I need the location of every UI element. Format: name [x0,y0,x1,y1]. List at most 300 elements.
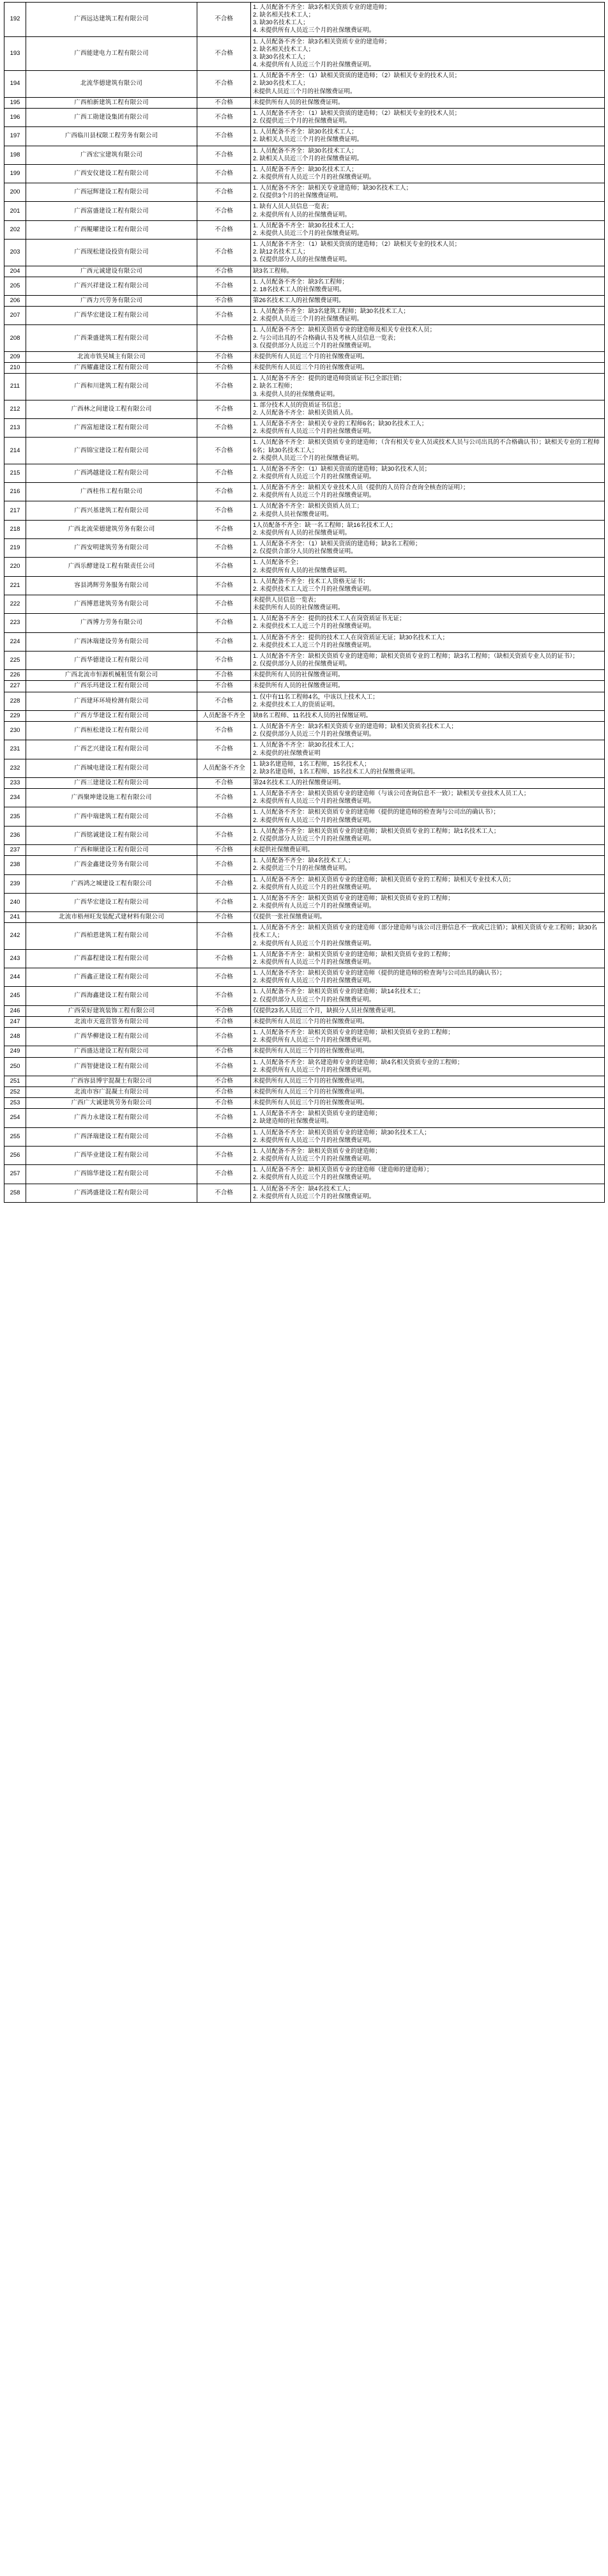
row-index: 218 [4,520,26,538]
reason-line: 1. 人员配备不齐全：缺30名技术工人； [253,742,358,749]
row-index: 241 [4,912,26,923]
reason-line: 2. 未提供人员近三个月的社保缴费证明。 [253,229,363,237]
reason-line: 1. 人员配备不齐全：缺相关资质专业的建造师；缺相关资质专业的工程师；缺1名技术工人； [253,827,500,835]
row-index: 224 [4,632,26,651]
failure-reason [251,692,605,710]
company-name: 广西林之间建设工程有限公司 [26,400,197,418]
review-result: 不合格 [197,266,251,277]
company-name: 广西锦华建设工程有限公司 [26,1165,197,1184]
reason-line: 未提供人员信息一览表； [253,597,320,604]
reason-line: 1. 人员配备不齐全：缺相关资质专业的建造师；缺相关资质专业的工程师； [253,894,454,902]
reason-line: 2. 仅提供部分人员近三个月的社保缴费证明。 [253,835,376,842]
reason-line: 1. 人员配备不齐全：缺相关资质人员工； [253,503,363,510]
table-row [4,1086,605,1097]
failure-reason [251,539,605,558]
row-index: 221 [4,576,26,595]
row-index: 209 [4,351,26,362]
reason-line: 2. 仅提供部分人员近三个月的社保缴费证明。 [253,731,376,738]
company-name: 广西北流市恒源机械租赁有限公司 [26,670,197,681]
review-result: 不合格 [197,789,251,807]
failure-reason [251,296,605,307]
review-result: 不合格 [197,307,251,325]
table-row [4,710,605,721]
company-name: 广西元诚建设有限公司 [26,266,197,277]
reason-line: 1. 人员配备不齐全：缺相关资质专业的建造师；缺相关资质专业的工程师； [253,950,454,958]
review-result: 不合格 [197,220,251,239]
table-row [4,501,605,520]
reason-line: 1. 人员配备不齐全：提供的技术工人在岗资质证书无证； [253,615,406,623]
reason-line: 2. 未提供近三个月的社保缴费证明。 [253,865,351,873]
review-result: 不合格 [197,1127,251,1146]
review-result: 不合格 [197,1086,251,1097]
review-result: 不合格 [197,845,251,856]
failure-reason [251,789,605,807]
failure-reason [251,1146,605,1164]
failure-reason [251,595,605,614]
company-name: 广西广大诚建筑劳务有限公司 [26,1098,197,1109]
reason-line: 2. 未提供所有人员近三个月的社保缴费证明。 [253,1155,376,1163]
reason-line: 1. 人员配备不齐全：缺相关资质专业的建造师；缺相关资质专业的工程师；缺相关专业技术人员； [253,876,515,883]
reason-line: 1. 人员配备不齐全：缺相关资质专业的建造师及相关专业技术人员； [253,326,436,334]
company-name: 广西艺兴建设工程有限公司 [26,740,197,759]
company-name: 广西乐玛建设工程有限公司 [26,681,197,692]
row-index: 243 [4,949,26,968]
table-row [4,438,605,464]
review-result: 不合格 [197,740,251,759]
table-row [4,164,605,183]
table-row [4,1098,605,1109]
row-index: 256 [4,1146,26,1164]
failure-reason [251,1046,605,1057]
review-result: 不合格 [197,777,251,788]
review-result: 不合格 [197,923,251,949]
failure-reason [251,220,605,239]
reason-line: 2. 未提供所有人员近三个月的社保缴费证明。 [253,173,376,181]
failure-reason [251,710,605,721]
row-index: 212 [4,400,26,418]
company-name: 广西沐瑞建设劳务有限公司 [26,632,197,651]
review-result: 不合格 [197,576,251,595]
reason-line: 1. 人员配备不齐全：技术工人资格无证书； [253,577,369,585]
table-row [4,351,605,362]
reason-line: 未提供所有人员近三个月的社保缴费证明。 [253,1088,369,1095]
failure-reason [251,651,605,669]
review-result: 不合格 [197,692,251,710]
reason-line: 未提供所有人员近三个月的社保缴费证明。 [253,1017,369,1025]
reason-line: 1. 人员配备不齐全：缺相关资质专业的建造师（建造师的建造师）； [253,1166,433,1174]
row-index: 249 [4,1046,26,1057]
reason-line: 1. 人员配备不齐全：缺相关资质专业的建造师（部分建造师与该公司注册信息不一致或已注销）；缺相关资质专业工程师；缺30名技术工人； [253,924,597,940]
reason-line: 2. 未提供所有人员近三个月的社保缴费证明。 [253,940,376,947]
row-index: 255 [4,1127,26,1146]
failure-reason [251,740,605,759]
company-name: 广西容县博宇混凝土有限公司 [26,1076,197,1086]
reason-line: 2. 未提供所有人员近三个月的社保缴费证明。 [253,1193,376,1200]
table-row [4,856,605,874]
row-index: 217 [4,501,26,520]
table-row [4,614,605,632]
failure-reason [251,71,605,97]
review-result: 不合格 [197,363,251,374]
reason-line: 2. 缺30名技术工人； [253,80,309,88]
row-index: 220 [4,558,26,576]
reason-line: 2. 未提供所有人员近三个月的社保缴费证明。 [253,816,376,824]
table-row [4,71,605,97]
reason-line: 2. 未提供所有人员的社保缴费证明。 [253,529,351,537]
reason-line: 2. 仅提供部分人员的社保缴费证明。 [253,660,351,668]
table-row [4,893,605,911]
reason-line: 2. 仅提供3个月的社保缴费证明。 [253,192,342,200]
review-result: 不合格 [197,374,251,400]
reason-line: 2. 缺名相关技术工人； [253,45,315,53]
failure-reason [251,874,605,893]
reason-line: 1. 人员配备不齐全：（1）缺相关资质的建造师；（2）缺相关专业的技术人员； [253,109,461,117]
failure-reason [251,266,605,277]
failure-reason [251,351,605,362]
row-index: 222 [4,595,26,614]
reason-line: 未提供所有人员近三个月的社保缴费证明。 [253,1048,369,1055]
reason-line: 4. 未提供所有人员近三个月的社保缴费证明。 [253,27,376,34]
table-row [4,97,605,108]
company-name: 广西兴基建筑工程有限公司 [26,501,197,520]
table-row [4,1016,605,1027]
review-result: 不合格 [197,108,251,126]
company-name: 广西华柳建设工程有限公司 [26,1028,197,1046]
review-result: 不合格 [197,893,251,911]
review-result: 不合格 [197,36,251,71]
failure-reason [251,400,605,418]
row-index: 228 [4,692,26,710]
company-name: 广西锦宝建设工程有限公司 [26,438,197,464]
table-row [4,520,605,538]
company-name: 广西远达建筑工程有限公司 [26,3,197,37]
review-result: 不合格 [197,127,251,146]
failure-reason [251,1005,605,1016]
reason-line: 2. 未提供所有人员近三个月的社保缴费证明。 [253,977,376,985]
failure-reason [251,183,605,202]
reason-line: 1. 人员配备不齐全：缺相关资质专业的建造师（提供的建造师的检查询与公司出具的确认书）； [253,970,506,977]
failure-reason [251,97,605,108]
company-name: 广西华宏建设工程有限公司 [26,307,197,325]
failure-reason [251,1016,605,1027]
company-name: 广西鑫正建设工程有限公司 [26,968,197,987]
company-name: 广西现松建设投资有限公司 [26,240,197,266]
row-index: 208 [4,325,26,351]
row-index: 204 [4,266,26,277]
review-result: 不合格 [197,325,251,351]
failure-reason [251,483,605,501]
reason-line: 2. 未提供人员社保缴费证明。 [253,510,333,518]
row-index: 240 [4,893,26,911]
row-index: 236 [4,826,26,844]
row-index: 226 [4,670,26,681]
table-row [4,1184,605,1202]
company-name: 广西城电建设工程有限公司 [26,759,197,777]
company-name: 广西富盛建设工程有限公司 [26,202,197,220]
row-index: 207 [4,307,26,325]
row-index: 252 [4,1086,26,1097]
table-row [4,374,605,400]
company-name: 广西安明建筑劳务有限公司 [26,539,197,558]
company-name: 广西盛达建设工程有限公司 [26,1046,197,1057]
table-row [4,1146,605,1164]
company-name: 广西鸿之城建设工程有限公司 [26,874,197,893]
reason-line: 1. 人员配备不齐全：缺3名建筑工程师；缺30名技术工人； [253,308,409,316]
failure-reason [251,1109,605,1127]
row-index: 233 [4,777,26,788]
company-name: 广西聚坤建设施工程有限公司 [26,789,197,807]
reason-line: 1. 人员配备不齐全：缺3名相关资质专业的建造师； [253,4,391,11]
review-result: 不合格 [197,464,251,482]
table-row [4,202,605,220]
failure-reason [251,923,605,949]
reason-line: 2. 未提供所有人员近三个月的社保缴费证明。 [253,473,376,480]
reason-line: 1. 人员配备不齐全：缺30名技术工人； [253,222,358,229]
reason-line: 2. 未提供所有人员的社保缴费证明。 [253,211,351,218]
failure-reason [251,464,605,482]
failure-reason [251,893,605,911]
company-name: 广西和顺建设工程有限公司 [26,845,197,856]
reason-line: 未提供所有人员近三个月的社保缴费证明。 [253,353,369,360]
table-row [4,363,605,374]
reason-line: 2. 缺名工程师； [253,383,296,390]
failure-reason [251,1184,605,1202]
row-index: 195 [4,97,26,108]
row-index: 231 [4,740,26,759]
row-index: 242 [4,923,26,949]
reason-line: 1. 人员配备不齐全：缺相关专业技术人员（提供的人员符合查询全核查的证明）； [253,484,469,492]
reason-line: 第26名技术工人的社保缴费证明。 [253,297,345,304]
row-index: 196 [4,108,26,126]
row-index: 206 [4,296,26,307]
review-result: 不合格 [197,670,251,681]
reason-line: 1. 人员配备不齐全：缺相关专业建造师；缺30名技术工人； [253,185,413,192]
company-name: 广西乐酵建设工程有限责任公司 [26,558,197,576]
reason-line: 2. 人员配备不齐全：缺相关资质人员。 [253,409,357,416]
row-index: 202 [4,220,26,239]
table-row [4,651,605,669]
table-row [4,483,605,501]
company-name: 广西桓松建设工程有限公司 [26,722,197,740]
reason-line: 1. 人员配备不全； [253,559,303,567]
review-result: 不合格 [197,1165,251,1184]
failure-reason [251,856,605,874]
company-name: 广西安仪建设工程有限公司 [26,164,197,183]
reason-line: 未提供人员近三个月的社保缴费证明。 [253,88,356,95]
failure-reason [251,438,605,464]
reason-line: 1. 人员配备不齐全：缺相关资质专业的建造师；缺30名技术工人； [253,1129,430,1136]
company-name: 广西力兴劳务有限公司 [26,296,197,307]
review-result: 不合格 [197,351,251,362]
reason-line: 1人员配备不齐全：缺一名工程师；缺16名技术工人； [253,521,397,529]
failure-reason [251,374,605,400]
row-index: 193 [4,36,26,71]
table-row [4,220,605,239]
row-index: 211 [4,374,26,400]
table-row [4,3,605,37]
reason-line: 3. 未提供人员的社保缴费证明。 [253,390,339,398]
reason-line: 1. 人员配备不齐全：提供的建造师资质证书已全部注销； [253,375,406,383]
failure-reason [251,558,605,576]
company-name: 广西冠辉建设工程有限公司 [26,183,197,202]
reason-line: 2. 缺12名技术工人； [253,248,309,256]
row-index: 235 [4,807,26,826]
table-row [4,146,605,164]
table-row [4,987,605,1005]
failure-reason [251,807,605,826]
review-result: 不合格 [197,296,251,307]
company-name: 广西能建电力工程有限公司 [26,36,197,71]
failure-reason [251,777,605,788]
failure-reason [251,1165,605,1184]
company-name: 广西海鑫建设工程有限公司 [26,987,197,1005]
table-row [4,1057,605,1076]
failure-reason [251,146,605,164]
failure-reason [251,576,605,595]
reason-line: 3. 缺30名技术工人； [253,53,309,61]
table-row [4,968,605,987]
failure-reason [251,363,605,374]
reason-line: 未提供所有人员的社保缴费证明。 [253,682,344,690]
failure-reason [251,164,605,183]
row-index: 237 [4,845,26,856]
reason-line: 1. 人员配备不齐全：缺3名相关资质专业的建造师；缺相关资质名技术工人； [253,723,457,731]
company-name: 容县鸿辉劳务服务有限公司 [26,576,197,595]
row-index: 244 [4,968,26,987]
review-result: 不合格 [197,632,251,651]
table-row [4,36,605,71]
row-index: 229 [4,710,26,721]
company-name: 北流市天霆营管务有限公司 [26,1016,197,1027]
reason-line: 1. 仅中有11名工程师4名，中该以上技术人工； [253,693,379,701]
reason-line: 1. 人员配备不齐全：缺相关专业的工程师6名；缺30名技术工人； [253,420,428,428]
company-name: 广西鲲曜建设工程有限公司 [26,220,197,239]
review-result: 不合格 [197,1005,251,1016]
failure-reason [251,614,605,632]
reason-line: 1. 人员配备不齐全：缺相关资质专业的建造师； [253,1110,381,1118]
company-name: 广西荣好建筑装饰工程有限公司 [26,1005,197,1016]
table-row [4,912,605,923]
reason-line: 未提供所有人员的社保缴费证明。 [253,671,344,679]
company-name: 北流华德建筑有限公司 [26,71,197,97]
row-index: 194 [4,71,26,97]
reason-line: 2. 未提供所有人员近三个月的社保缴费证明。 [253,1136,376,1144]
reason-line: 2. 未提供所有人员近三个月的社保缴费证明。 [253,798,376,805]
table-row [4,464,605,482]
table-row [4,759,605,777]
company-name: 广西建环环境检测有限公司 [26,692,197,710]
reason-line: 3. 仅提供部分人员的社保缴费证明。 [253,256,351,264]
row-index: 201 [4,202,26,220]
reason-line: 1. 人员配备不齐全：缺30名技术工人； [253,128,358,136]
failure-reason [251,670,605,681]
review-result: 不合格 [197,419,251,438]
company-name: 广西临川县权限工程劳务有限公司 [26,127,197,146]
reason-line: 2. 缺3名建造师，1名工程师、15名技术工人的社保缴费证明。 [253,768,419,775]
review-result: 不合格 [197,97,251,108]
table-row [4,670,605,681]
table-row [4,558,605,576]
company-name: 广西方华建设工程有限公司 [26,710,197,721]
row-index: 245 [4,987,26,1005]
reason-line: 3. 仅提供部分人员近三个月的社保缴费证明。 [253,342,376,349]
reason-line: 未提供所有人员近三个月的社保缴费证明。 [253,1077,369,1085]
review-result: 不合格 [197,164,251,183]
reason-line: 2. 未提供技术工人近三个月的社保缴费证明。 [253,641,376,649]
reason-line: 1. 缺有人员人员信息一览表； [253,203,333,211]
failure-reason [251,722,605,740]
company-name: 广西金鑫建设劳务有限公司 [26,856,197,874]
row-index: 192 [4,3,26,37]
row-index: 248 [4,1028,26,1046]
reason-line: 1. 人员配备不齐全：提供的技术工人在岗资质证无证；缺30名技术工人； [253,634,449,641]
table-row [4,277,605,295]
reason-line: 2. 未提供的社保缴费证明 [253,749,321,757]
reason-line: 1. 人员配备不齐全：（1）缺相关资质的建造师；（2）缺相关专业的技术人员； [253,72,461,80]
reason-line: 1. 人员配备不齐全：（1）缺相关资质的建造师；缺30名技术人员； [253,465,431,473]
row-index: 238 [4,856,26,874]
reason-line: 1. 人员配备不齐全：缺4名技术工人； [253,857,354,865]
company-name: 广西华德建设工程有限公司 [26,651,197,669]
row-index: 239 [4,874,26,893]
company-name: 广西智捷建设工程有限公司 [26,1057,197,1076]
row-index: 225 [4,651,26,669]
reason-line: 仅提供23名人员近三个月，缺损分人员社保缴费证明。 [253,1007,400,1014]
failure-reason [251,325,605,351]
table-row [4,400,605,418]
table-row [4,826,605,844]
reason-line: 2. 缺建造师的社保缴费证明。 [253,1118,333,1125]
reason-line: 1. 缺3名建造师，1名工程师，15名技术人； [253,760,370,768]
table-row [4,845,605,856]
company-name: 广西鸿越建设工程有限公司 [26,464,197,482]
failure-reason [251,987,605,1005]
row-index: 205 [4,277,26,295]
reason-line: 2. 未提供人员近三个月的社保缴费证明。 [253,454,363,462]
company-name: 广西鸿盛建设工程有限公司 [26,1184,197,1202]
review-result: 不合格 [197,501,251,520]
row-index: 215 [4,464,26,482]
company-name: 广西柏恩建筑工程有限公司 [26,923,197,949]
failure-reason [251,681,605,692]
table-row [4,296,605,307]
reason-line: 未提供所有人员的社保缴费证明。 [253,98,344,106]
row-index: 200 [4,183,26,202]
review-result: 不合格 [197,1109,251,1127]
failure-reason [251,826,605,844]
table-row [4,325,605,351]
reason-line: 2. 未提供所有人员近三个月的社保缴费证明。 [253,1037,376,1044]
reason-line: 2. 18名技术工人的社保缴费证明。 [253,286,346,293]
review-result: 不合格 [197,614,251,632]
table-row [4,183,605,202]
table-body [4,3,605,1203]
table-row [4,1127,605,1146]
review-result: 不合格 [197,1028,251,1046]
table-row [4,1109,605,1127]
reason-line: 2. 未提供技术工人近三个月的社保缴费证明。 [253,585,376,593]
table-row [4,419,605,438]
reason-line: 2. 仅提供合部分人员的社保缴费证明。 [253,548,357,556]
reason-line: 未提供所有人员近三个月的社保缴费证明。 [253,1099,369,1107]
review-result: 不合格 [197,681,251,692]
row-index: 219 [4,539,26,558]
table-row [4,1165,605,1184]
row-index: 203 [4,240,26,266]
table-row [4,874,605,893]
review-result: 不合格 [197,651,251,669]
review-result: 不合格 [197,1076,251,1086]
